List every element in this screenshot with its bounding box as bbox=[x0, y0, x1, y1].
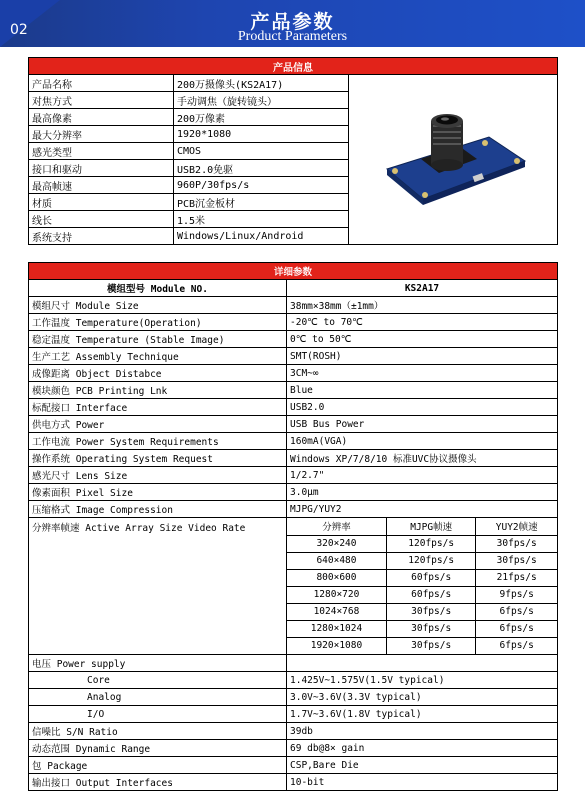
table-row bbox=[29, 706, 558, 723]
param-value: 69 db@8× gain bbox=[287, 740, 558, 757]
table-row bbox=[29, 314, 558, 331]
table-row bbox=[29, 382, 558, 399]
param-value: USB Bus Power bbox=[287, 416, 558, 433]
param-label: 模组尺寸 Module Size bbox=[29, 297, 287, 314]
info-value: Windows/Linux/Android bbox=[174, 228, 349, 245]
info-value: 1.5米 bbox=[174, 211, 349, 228]
power-label: 电压 Power supply bbox=[29, 655, 287, 672]
res-row bbox=[287, 603, 557, 620]
table-row bbox=[29, 689, 558, 706]
res-cell: 6fps/s bbox=[476, 620, 557, 637]
param-value: SMT(ROSH) bbox=[287, 348, 558, 365]
page-title-en: Product Parameters bbox=[237, 29, 348, 44]
res-cell: 21fps/s bbox=[476, 569, 557, 586]
info-label: 线长 bbox=[29, 211, 174, 228]
model-label: 模组型号 Module NO. bbox=[29, 280, 287, 297]
param-label: 成像距离 Object Distabce bbox=[29, 365, 287, 382]
detail-params-heading: 详细参数 bbox=[29, 263, 558, 280]
info-value: 200万像素 bbox=[174, 109, 349, 126]
param-label: I/O bbox=[29, 706, 287, 723]
info-label: 接口和驱动 bbox=[29, 160, 174, 177]
info-value: PCB沉金板材 bbox=[174, 194, 349, 211]
res-cell: 9fps/s bbox=[476, 586, 557, 603]
param-label: 模块颜色 PCB Printing Lnk bbox=[29, 382, 287, 399]
param-value: MJPG/YUY2 bbox=[287, 501, 558, 518]
table-row bbox=[29, 467, 558, 484]
res-cell: 30fps/s bbox=[386, 637, 475, 654]
res-cell: 120fps/s bbox=[386, 552, 475, 569]
param-value: Windows XP/7/8/10 标准UVC协议摄像头 bbox=[287, 450, 558, 467]
param-label: 包 Package bbox=[29, 757, 287, 774]
param-label: 信噪比 S/N Ratio bbox=[29, 723, 287, 740]
res-row bbox=[287, 535, 557, 552]
table-row bbox=[29, 450, 558, 467]
header-banner bbox=[0, 0, 585, 47]
param-label: 稳定温度 Temperature (Stable Image) bbox=[29, 331, 287, 348]
product-info-table bbox=[28, 57, 558, 245]
info-value: 200万摄像头(KS2A17) bbox=[174, 75, 349, 92]
param-value: -20℃ to 70℃ bbox=[287, 314, 558, 331]
table-row bbox=[29, 433, 558, 450]
table-row bbox=[29, 416, 558, 433]
res-cell: 640×480 bbox=[287, 552, 386, 569]
param-value: USB2.0 bbox=[287, 399, 558, 416]
resolution-table bbox=[287, 518, 557, 654]
param-value: 3.0μm bbox=[287, 484, 558, 501]
res-header: 分辨率 bbox=[287, 518, 386, 535]
res-row bbox=[287, 586, 557, 603]
table-row bbox=[29, 365, 558, 382]
param-value: 1.425V~1.575V(1.5V typical) bbox=[287, 672, 558, 689]
res-cell: 30fps/s bbox=[386, 603, 475, 620]
res-cell: 1024×768 bbox=[287, 603, 386, 620]
table-row bbox=[29, 672, 558, 689]
info-value: CMOS bbox=[174, 143, 349, 160]
camera-module-icon bbox=[377, 99, 529, 221]
resolution-label: 分辨率帧速 Active Array Size Video Rate bbox=[29, 518, 287, 655]
param-label: 工作温度 Temperature(Operation) bbox=[29, 314, 287, 331]
table-row bbox=[29, 484, 558, 501]
res-cell: 30fps/s bbox=[476, 552, 557, 569]
res-cell: 120fps/s bbox=[386, 535, 475, 552]
info-label: 感光类型 bbox=[29, 143, 174, 160]
param-value: 3CM~∞ bbox=[287, 365, 558, 382]
table-row bbox=[29, 501, 558, 518]
page-number: 02 bbox=[10, 22, 28, 38]
model-value: KS2A17 bbox=[287, 280, 558, 297]
res-cell: 1920×1080 bbox=[287, 637, 386, 654]
res-cell: 800×600 bbox=[287, 569, 386, 586]
res-cell: 30fps/s bbox=[386, 620, 475, 637]
param-value: 160mA(VGA) bbox=[287, 433, 558, 450]
param-label: 输出接口 Output Interfaces bbox=[29, 774, 287, 791]
detail-rows-b bbox=[29, 723, 558, 791]
info-value: 960P/30fps/s bbox=[174, 177, 349, 194]
param-value: 38mm×38mm（±1mm） bbox=[287, 297, 558, 314]
param-label: 感光尺寸 Lens Size bbox=[29, 467, 287, 484]
info-value: 手动调焦（旋转镜头） bbox=[174, 92, 349, 109]
detail-params-table bbox=[28, 262, 558, 791]
table-row bbox=[29, 297, 558, 314]
table-row bbox=[29, 348, 558, 365]
param-label: 供电方式 Power bbox=[29, 416, 287, 433]
param-label: 标配接口 Interface bbox=[29, 399, 287, 416]
info-label: 系统支持 bbox=[29, 228, 174, 245]
res-header: MJPG帧速 bbox=[386, 518, 475, 535]
power-empty bbox=[287, 655, 558, 672]
power-rows bbox=[29, 672, 558, 723]
param-label: Core bbox=[29, 672, 287, 689]
res-cell: 320×240 bbox=[287, 535, 386, 552]
param-label: 压缩格式 Image Compression bbox=[29, 501, 287, 518]
table-row bbox=[29, 723, 558, 740]
param-value: CSP,Bare Die bbox=[287, 757, 558, 774]
detail-rows-a bbox=[29, 297, 558, 518]
param-value: 10-bit bbox=[287, 774, 558, 791]
info-label: 最大分辨率 bbox=[29, 126, 174, 143]
res-cell: 1280×720 bbox=[287, 586, 386, 603]
res-cell: 6fps/s bbox=[476, 603, 557, 620]
product-image-cell bbox=[349, 75, 558, 245]
param-label: 操作系统 Operating System Request bbox=[29, 450, 287, 467]
table-row bbox=[29, 399, 558, 416]
res-cell: 30fps/s bbox=[476, 535, 557, 552]
param-label: Analog bbox=[29, 689, 287, 706]
param-label: 工作电流 Power System Requirements bbox=[29, 433, 287, 450]
res-row bbox=[287, 552, 557, 569]
param-value: 39db bbox=[287, 723, 558, 740]
param-label: 像素面积 Pixel Size bbox=[29, 484, 287, 501]
info-label: 对焦方式 bbox=[29, 92, 174, 109]
info-value: USB2.0免驱 bbox=[174, 160, 349, 177]
table-row bbox=[29, 740, 558, 757]
param-value: Blue bbox=[287, 382, 558, 399]
res-cell: 1280×1024 bbox=[287, 620, 386, 637]
info-label: 最高帧速 bbox=[29, 177, 174, 194]
page-title-cn: 产品参数 bbox=[250, 11, 335, 33]
info-value: 1920*1080 bbox=[174, 126, 349, 143]
param-label: 动态范围 Dynamic Range bbox=[29, 740, 287, 757]
table-row bbox=[29, 757, 558, 774]
table-row bbox=[29, 774, 558, 791]
param-value: 1/2.7" bbox=[287, 467, 558, 484]
res-cell: 60fps/s bbox=[386, 569, 475, 586]
info-label: 材质 bbox=[29, 194, 174, 211]
res-header: YUY2帧速 bbox=[476, 518, 557, 535]
res-row bbox=[287, 569, 557, 586]
info-label: 最高像素 bbox=[29, 109, 174, 126]
product-info-heading: 产品信息 bbox=[29, 58, 558, 75]
param-label: 生产工艺 Assembly Technique bbox=[29, 348, 287, 365]
res-row bbox=[287, 620, 557, 637]
res-row bbox=[287, 637, 557, 654]
param-value: 0℃ to 50℃ bbox=[287, 331, 558, 348]
res-cell: 60fps/s bbox=[386, 586, 475, 603]
param-value: 3.0V~3.6V(3.3V typical) bbox=[287, 689, 558, 706]
table-row bbox=[29, 331, 558, 348]
res-cell: 6fps/s bbox=[476, 637, 557, 654]
param-value: 1.7V~3.6V(1.8V typical) bbox=[287, 706, 558, 723]
info-label: 产品名称 bbox=[29, 75, 174, 92]
